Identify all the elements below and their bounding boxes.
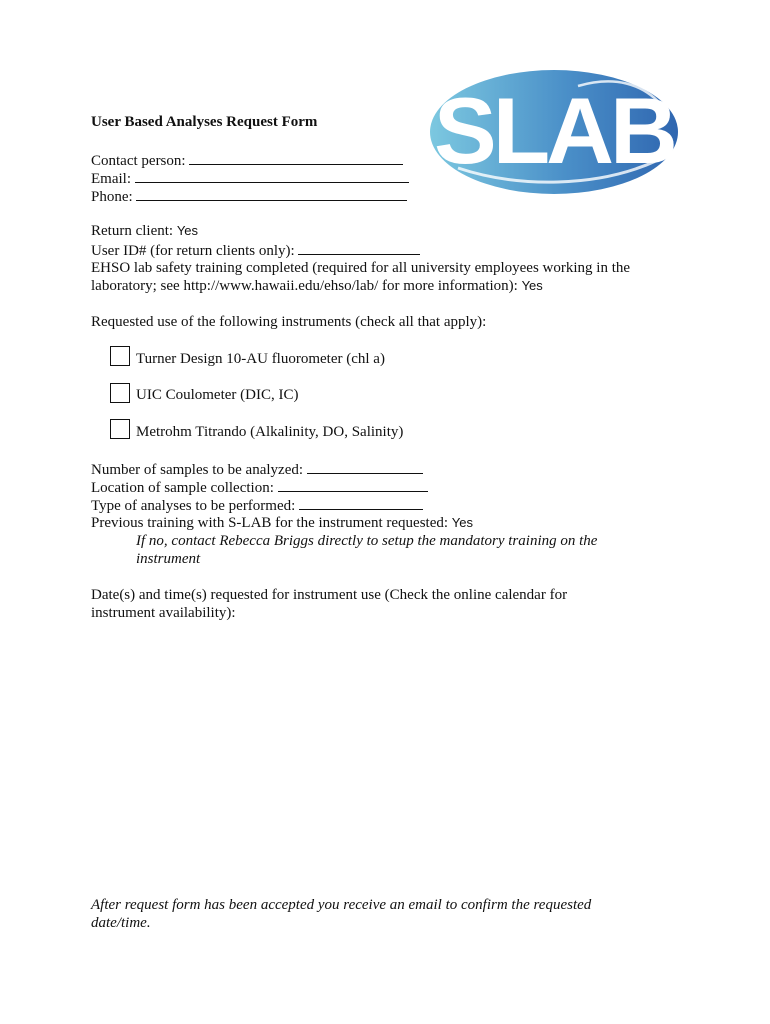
email-row: [91, 168, 409, 188]
type-row: [91, 495, 423, 515]
return-client-label: Return client:: [91, 223, 174, 239]
ehso-value[interactable]: Yes: [521, 278, 543, 293]
titrando-checkbox[interactable]: [110, 419, 130, 439]
ehso-row: [91, 277, 543, 295]
contact-label: Contact person:: [91, 153, 186, 169]
email-field[interactable]: [135, 168, 409, 183]
location-label: Location of sample collection:: [91, 480, 274, 496]
user-id-label: User ID# (for return clients only):: [91, 243, 295, 259]
footer-line-1: After request form has been accepted you receive an email to confirm the requested: [91, 897, 592, 913]
email-label: Email:: [91, 171, 131, 187]
type-label: Type of analyses to be performed:: [91, 498, 296, 514]
previous-training-row: [91, 514, 473, 532]
samples-field[interactable]: [307, 459, 423, 474]
instruments-label: Requested use of the following instruments (check all that apply):: [91, 314, 487, 330]
coulometer-label: UIC Coulometer (DIC, IC): [136, 387, 299, 403]
fluorometer-checkbox[interactable]: [110, 346, 130, 366]
ehso-line-1: EHSO lab safety training completed (required for all university employees working in the: [91, 260, 631, 276]
phone-label: Phone:: [91, 189, 133, 205]
samples-row: [91, 459, 423, 479]
form-title: User Based Analyses Request Form: [91, 114, 318, 130]
return-client-row: [91, 222, 198, 240]
user-id-field[interactable]: [298, 240, 420, 255]
return-client-value[interactable]: Yes: [176, 223, 199, 238]
user-id-row: [91, 240, 420, 260]
contact-row: [91, 150, 403, 170]
phone-row: [91, 186, 407, 206]
slab-logo: [428, 68, 680, 196]
training-note-line-2: instrument: [136, 551, 201, 567]
previous-training-label: Previous training with S-LAB for the instrument requested:: [91, 515, 449, 531]
location-field[interactable]: [278, 477, 428, 492]
titrando-label: Metrohm Titrando (Alkalinity, DO, Salinity): [136, 424, 404, 440]
footer-line-2: date/time.: [91, 915, 151, 931]
samples-label: Number of samples to be analyzed:: [91, 462, 304, 478]
ehso-line-2: laboratory; see http://www.hawaii.edu/ehso/lab/ for more information):: [91, 278, 518, 294]
coulometer-checkbox[interactable]: [110, 383, 130, 403]
training-note-line-1: If no, contact Rebecca Briggs directly to setup the mandatory training on the: [136, 533, 598, 549]
location-row: [91, 477, 428, 497]
previous-training-value[interactable]: Yes: [451, 515, 473, 530]
type-field[interactable]: [299, 495, 423, 510]
dates-line-2: instrument availability):: [91, 605, 236, 621]
logo-text: SLAB: [434, 78, 674, 183]
fluorometer-label: Turner Design 10-AU fluorometer (chl a): [136, 351, 385, 367]
phone-field[interactable]: [136, 186, 407, 201]
dates-line-1: Date(s) and time(s) requested for instrument use (Check the online calendar for: [91, 587, 568, 603]
contact-field[interactable]: [189, 150, 403, 165]
